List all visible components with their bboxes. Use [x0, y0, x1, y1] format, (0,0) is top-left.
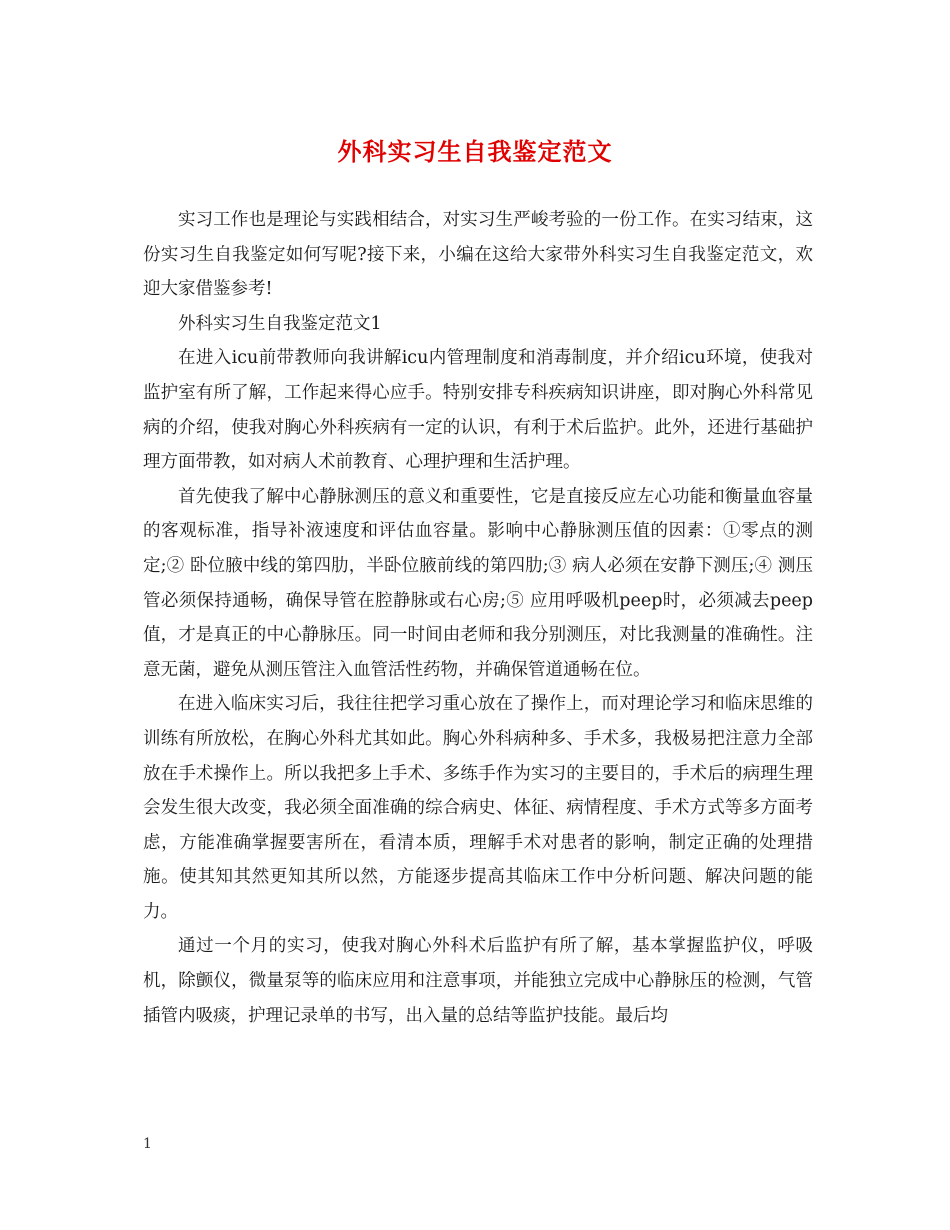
intro-paragraph: 实习工作也是理论与实践相结合，对实习生严峻考验的一份工作。在实习结束，这份实习生自我鉴定如何写呢?接下来，小编在这给大家带外科实习生自我鉴定范文，欢迎大家借鉴参考! [143, 210, 813, 300]
body-paragraph: 在进入icu前带教师向我讲解icu内管理制度和消毒制度，并介绍icu环境，使我对监护室有所了解，工作起来得心应手。特别安排专科疾病知识讲座，即对胸心外科常见病的介绍，使我对胸心外科疾病有一定的认识，有利于术后监护。此外，还进行基础护理方面带教，如对病人术前教育、心理护理和生活护理。 [143, 348, 813, 473]
section-heading: 外科实习生自我鉴定范文1 [178, 313, 382, 334]
body-paragraph: 在进入临床实习后，我往往把学习重心放在了操作上，而对理论学习和临床思维的训练有所放松，在胸心外科尤其如此。胸心外科病种多、手术多，我极易把注意力全部放在手术操作上。所以我把多上手术、多练手作为实习的主要目的，手术后的病理生理会发生很大改变，我必须全面准确的综合病史、体征、病情程度、手术方式等多方面考虑，方能准确掌握要害所在，看清本质，理解手术对患者的影响，制定正确的处理措施。使其知其然更知其所以然，方能逐步提高其临床工作中分析问题、解决问题的能力。 [143, 694, 813, 922]
body-paragraph: 首先使我了解中心静脉测压的意义和重要性，它是直接反应左心功能和衡量血容量的客观标准，指导补液速度和评估血容量。影响中心静脉测压值的因素：①零点的测定;② 卧位腋中线的第四肋，半卧位腋前线的第四肋;③ 病人必须在安静下测压;④ 测压管必须保持通畅，确保导管在腔静脉或右心房;⑤ 应用呼吸机peep时，必须减去peep值，才是真正的中心静脉压。同一时间由老师和我分别测压，对比我测量的准确性。注意无菌，避免从测压管注入血管活性药物，并确保管道通畅在位。 [143, 486, 813, 680]
page-number: 1 [143, 1136, 152, 1152]
document-body [143, 203, 813, 1033]
document-title: 外科实习生自我鉴定范文 [337, 137, 613, 166]
body-paragraph: 通过一个月的实习，使我对胸心外科术后监护有所了解，基本掌握监护仪，呼吸机，除颤仪，微量泵等的临床应用和注意事项，并能独立完成中心静脉压的检测，气管插管内吸痰，护理记录单的书写，出入量的总结等监护技能。最后均 [143, 936, 813, 1026]
